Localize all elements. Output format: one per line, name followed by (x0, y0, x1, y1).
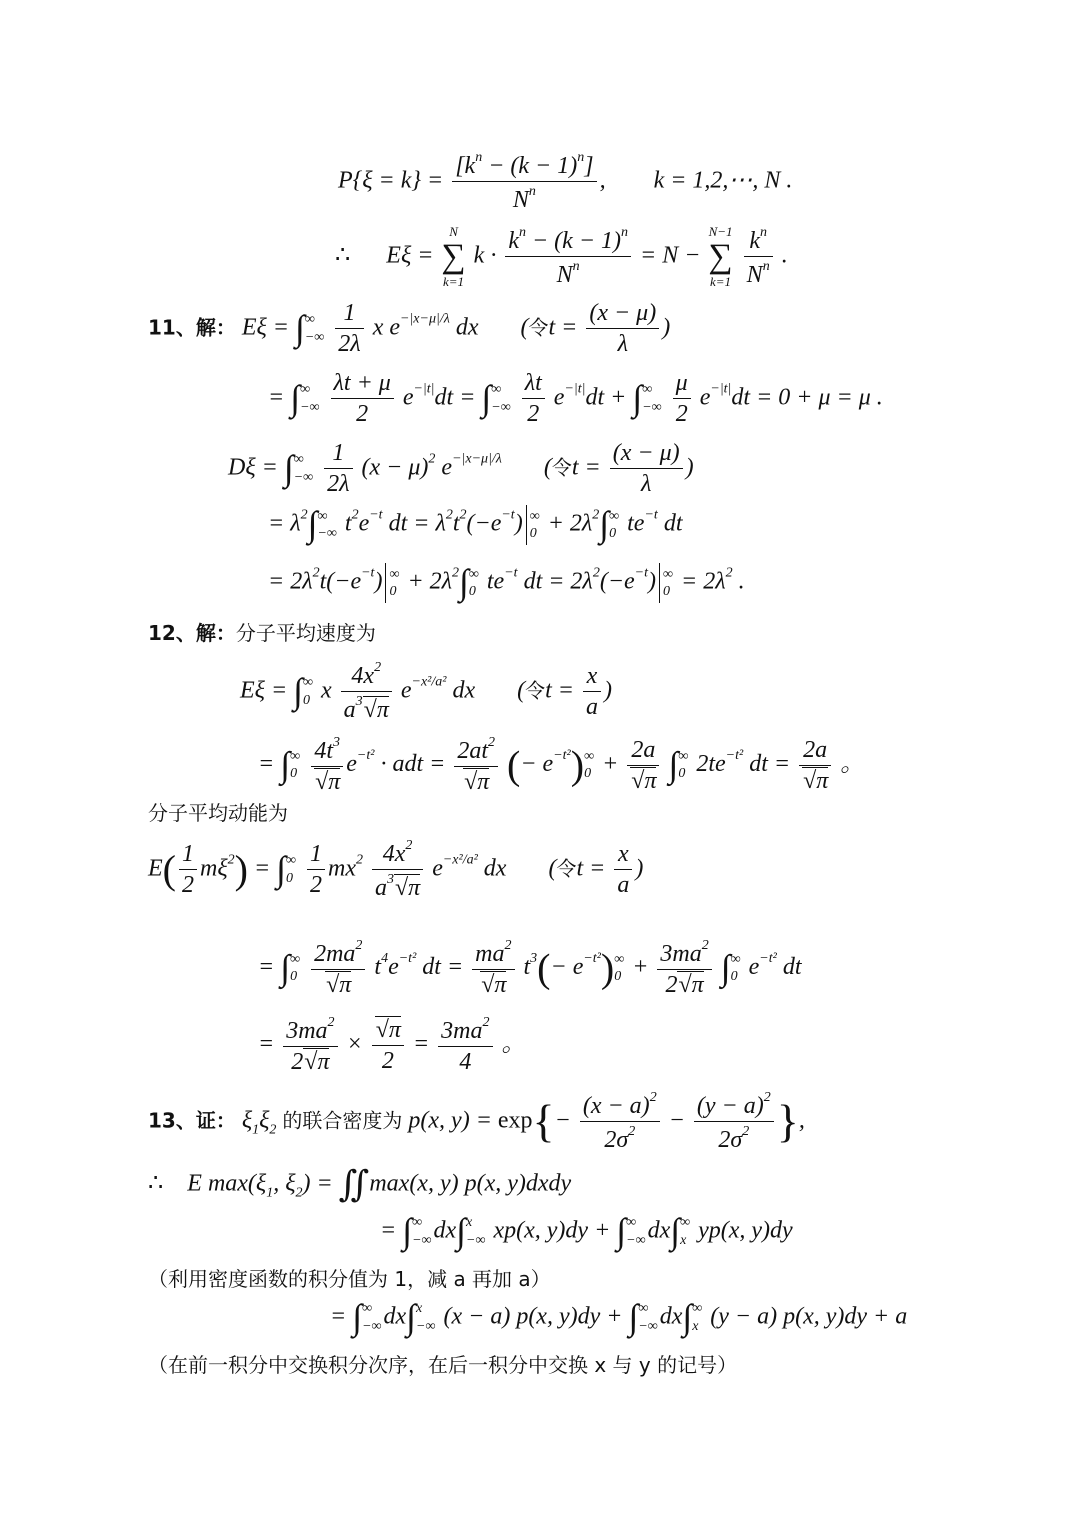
problem-12-heading (148, 620, 376, 646)
speed-intro: 分子平均速度为 (235, 621, 376, 645)
let-note: 令 (525, 678, 546, 703)
let-note: 令 (556, 856, 577, 881)
energy-intro: 分子平均动能为 (148, 801, 288, 825)
eq-13-split: = ∫ ∞ −∞ dx∫ x −∞ xp(x, y)dy + ∫ ∞ −∞ dx∫ ∞ x yp(x, y)dy (380, 1211, 793, 1251)
eq-11-expectation-result: = ∫ ∞ −∞ $\frac{\lambda t + \mu}{2}$ $e^{-|t|}dt$ = ∫ ∞ −∞ $\frac{\lambda t}{2}$ $e^{-|t|}dt$ + ∫ ∞ −∞ $\frac{\mu}{2}$ $e^{-|t|}dt = 0 + \mu = \mu$ . (268, 370, 883, 428)
let-note: 令 (528, 315, 549, 340)
eq-11-expectation: 11、解： Eξ = ∫ ∞ −∞ $\frac{1}{2\lambda}$ x $e^{-|x-\mu|/\lambda}$ dx (令t = $\frac{(x - \mu)}{\lambda}$ ) (148, 300, 671, 358)
therefore-symbol: ∴ (148, 1170, 164, 1197)
problem-13-label: 13、证： (148, 1108, 236, 1133)
eq-11-variance-result: = $2\lambda^2t(-e^{-t})$ ∞ 0 + $2\lambda^2\int$ ∞ 0 $te^{-t}$ dt = $2\lambda^2(-e^{-t})$ ∞ 0 = $2\lambda^2$ . (268, 562, 745, 603)
note-1: （利用密度函数的积分值为 1，减 a 再加 a） (148, 1267, 551, 1291)
therefore-symbol: ∴ (335, 242, 351, 269)
energy-heading (148, 800, 288, 826)
eq-12-speed-result: = ∫ ∞ 0 $\frac{4t^3}{√\pi}$ $e^{-t^2}$ · adt = $\frac{2at^2}{√\pi}$ (− $e^{-t^2}$) ∞ 0 + $\frac{2a}{√\pi}$ ∫ ∞ 0 $2te^{-t^2}$ dt = $\frac{2a}{√\pi}$ 。 (258, 735, 865, 796)
problem-12-label: 12、解： (148, 621, 236, 645)
eq-12-energy: E( $\frac{1}{2}$ $m\xi^2$) = ∫ ∞ 0 $\frac{1}{2}$ $mx^2$ $\frac{4x^2}{a^3√\pi}$ $e^{-x^2/a^2}$ dx (令t = $\frac{x}{a}$ ) (148, 838, 644, 902)
eq-13-emax: ∴ E $\max(\xi_1$, $\xi_2$) = ∬max(x, y) p(x, y)dxdy (148, 1164, 572, 1204)
eq-12-energy-result: = $\frac{3ma^2}{2√\pi}$ × $\frac{√\pi}{2}$ = $\frac{3ma^2}{4}$ 。 (258, 1015, 526, 1076)
eq-13-shifted: = ∫ ∞ −∞ dx∫ x −∞ (x − a) p(x, y)dy + ∫ ∞ −∞ dx∫ ∞ x (y − a) p(x, y)dy + a (330, 1297, 908, 1337)
eq-12-energy-step: = ∫ ∞ 0 $\frac{2ma^2}{√\pi}$ $t^4e^{-t^2}$ dt = $\frac{ma^2}{√\pi}$ $t^3(- e^{-t^2})$ ∞ 0 + $\frac{3ma^2}{2√\pi}$ ∫ ∞ 0 $e^{-t^2}$ dt (258, 938, 802, 999)
problem-11-label: 11、解： (148, 315, 236, 340)
joint-density-text: 的联合密度为 (282, 1108, 403, 1133)
let-note: 令 (551, 455, 572, 480)
eq-12-speed: Eξ = ∫ ∞ 0 x $\frac{4x^2}{a^3√\pi}$ $e^{-x^2/a^2}$ dx (令t = $\frac{x}{a}$ ) (240, 660, 612, 724)
eq-11-variance: Dξ = ∫ ∞ −∞ $\frac{1}{2\lambda}$ $(x - \mu)^2$ $e^{-|x-\mu|/\lambda}$ (令t = $\frac{(x - \mu)}{\lambda}$ ) (228, 440, 694, 498)
eq-11-variance-step: = $\lambda^2\int$ ∞ −∞ $t^2e^{-t}$ dt = $\lambda^2t^2(-e^{-t})$ ∞ 0 + $2\lambda^2\int$ ∞ 0 $te^{-t}$ dt (268, 504, 683, 545)
eq-probability-mass: P{ξ = k} = $\frac{[k^n - (k - 1)^n]}{N^n}$ , k = 1,2,⋯, N . (338, 150, 793, 214)
note-2: （在前一积分中交换积分次序，在后一积分中交换 x 与 y 的记号） (148, 1353, 738, 1377)
eq-expectation-sum: ∴ Eξ = N ∑ k=1 k · $\frac{k^n - (k - 1)^n}{N^n}$ = N − N−1 ∑ k=1 $\frac{k^n}{N^n}$ . (335, 224, 788, 289)
eq-13-joint-density: 13、证： $\xi_1\xi_2$ 的联合密度为 p(x, y) = exp{− $\frac{(x - a)^2}{2\sigma^2}$ − $\frac{(y - a)^2}{2\sigma^2}$ }, (148, 1090, 805, 1154)
